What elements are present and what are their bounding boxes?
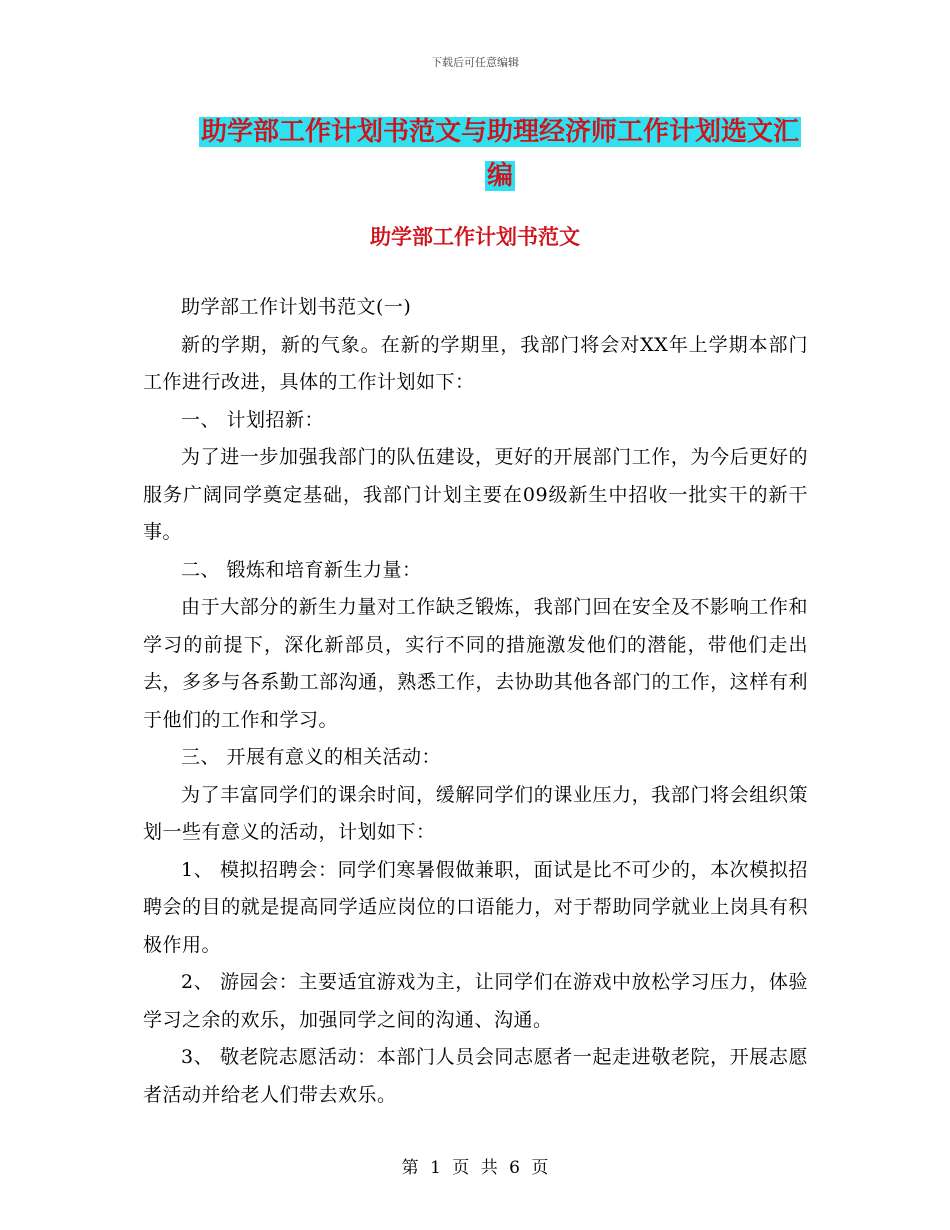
paragraph: 助学部工作计划书范文(一) xyxy=(181,296,412,318)
footer-mid1: 页 xyxy=(452,1158,470,1178)
document-title xyxy=(150,110,850,198)
header-note: 下载后可任意编辑 xyxy=(431,56,519,69)
paragraph: 3、 敬老院志愿活动：本部门人员会同志愿者一起走进敬老院，开展志愿者活动并给老人们带去欢乐。 xyxy=(143,1046,808,1106)
paragraph: 为了进一步加强我部门的队伍建设，更好的开展部门工作，为今后更好的服务广阔同学奠定基础，我部门计划主要在09级新生中招收一批实干的新干事。 xyxy=(143,446,808,543)
document-body xyxy=(143,289,808,1114)
total-page-number: 6 xyxy=(509,1158,520,1178)
footer-mid2: 共 xyxy=(480,1158,498,1178)
paragraph: 为了丰富同学们的课余时间，缓解同学们的课业压力，我部门将会组织策划一些有意义的活动，计划如下： xyxy=(143,783,808,843)
footer-prefix: 第 xyxy=(401,1158,419,1178)
page-footer xyxy=(0,1153,950,1178)
footer-suffix: 页 xyxy=(531,1158,549,1178)
paragraph: 新的学期，新的气象。在新的学期里，我部门将会对XX年上学期本部门工作进行改进，具体的工作计划如下： xyxy=(143,333,808,393)
paragraph: 一、 计划招新： xyxy=(181,408,325,431)
section-title: 助学部工作计划书范文 xyxy=(370,225,580,249)
paragraph: 三、 开展有意义的相关活动： xyxy=(181,746,442,768)
current-page-number: 1 xyxy=(430,1158,441,1178)
paragraph: 1、 模拟招聘会：同学们寒暑假做兼职，面试是比不可少的，本次模拟招聘会的目的就是提高同学适应岗位的口语能力，对于帮助同学就业上岗具有积极作用。 xyxy=(143,858,808,956)
paragraph: 二、 锻炼和培育新生力量： xyxy=(181,558,422,581)
paragraph: 2、 游园会：主要适宜游戏为主，让同学们在游戏中放松学习压力，体验学习之余的欢乐，加强同学之间的沟通、沟通。 xyxy=(143,971,808,1031)
paragraph: 由于大部分的新生力量对工作缺乏锻炼，我部门回在安全及不影响工作和学习的前提下，深化新部员，实行不同的措施激发他们的潜能，带他们走出去，多多与各系勤工部沟通，熟悉工作，去协助其他各部门的工作，这样有利于他们的工作和学习。 xyxy=(143,596,808,731)
document-title-line1: 助学部工作计划书范文与助理经济师工作计划选文汇 xyxy=(200,117,799,147)
document-title-line2: 编 xyxy=(486,161,513,191)
